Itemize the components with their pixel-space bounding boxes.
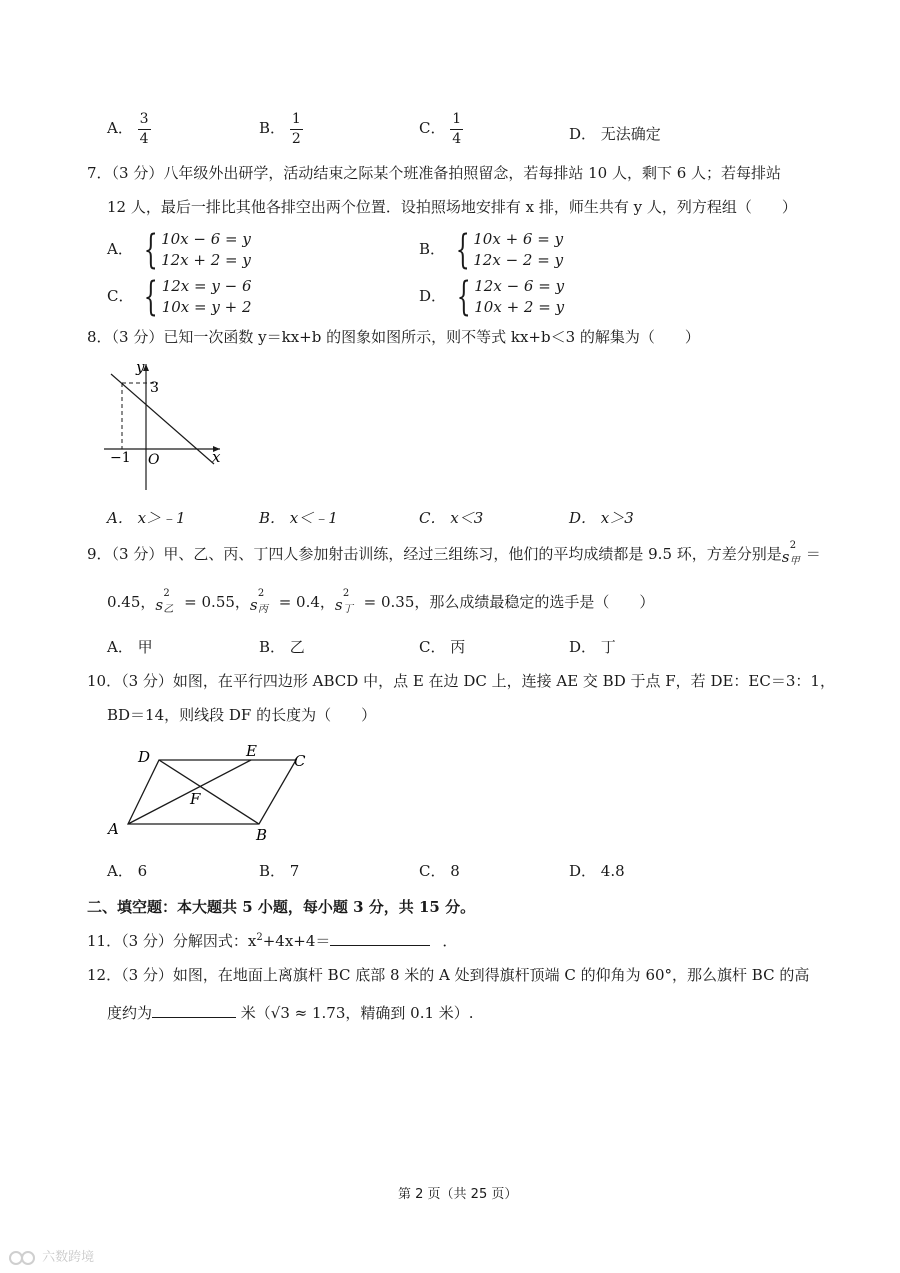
q12-stem-line2: 度约为 米（√3 ≈ 1.73，精确到 0.1 米）. bbox=[107, 1004, 474, 1022]
q9-option-d: D． 丁 bbox=[569, 638, 616, 656]
q6-option-b: B． $\frac{1}{2}$ bbox=[259, 111, 301, 147]
page-footer: 第 2 页（共 25 页） bbox=[398, 1187, 518, 1202]
point-d-label: D bbox=[138, 748, 151, 766]
q9-option-a: A． 甲 bbox=[107, 638, 153, 656]
q11-stem: 11．（3 分）分解因式：$x^2+4x+4=$ ． bbox=[87, 932, 458, 950]
q6-option-c: C． $\frac{1}{4}$ bbox=[419, 111, 462, 147]
q6-option-a: A． $\frac{3}{4}$ bbox=[107, 111, 149, 147]
fraction-1-4: $\frac{1}{4}$ bbox=[452, 111, 462, 147]
answer-blank bbox=[330, 931, 430, 946]
point-f-label: F bbox=[190, 790, 201, 808]
point-c-label: C bbox=[294, 752, 306, 770]
section-heading-fill-in: 二、填空题：本大题共 5 小题，每小题 3 分，共 15 分。 bbox=[87, 898, 476, 916]
q7-option-d: D． { 12x − 6 = y 10x + 2 = y bbox=[419, 274, 565, 320]
tick-label-neg1: −1 bbox=[110, 450, 131, 466]
x-label: x bbox=[212, 448, 221, 466]
point-e-label: E bbox=[246, 742, 257, 760]
tick-label-3: 3 bbox=[150, 380, 159, 396]
q10-stem-line1: 10．（3 分）如图，在平行四边形 ABCD 中，点 E 在边 DC 上，连接 AE 交 BD 于点 F，若 DE：EC＝3：1， bbox=[87, 672, 835, 690]
q10-parallelogram-figure bbox=[100, 738, 320, 846]
q7-option-c: C． { 12x = y − 6 10x = y + 2 bbox=[107, 274, 252, 320]
watermark: 六数跨境 bbox=[8, 1246, 94, 1267]
q9-stem-line2: 0.45， s 2 乙 = 0.55， s 2 丙 = 0.4， s 2 丁 = 0.35，那么成绩最稳定的选手是（ ） bbox=[107, 588, 655, 615]
y-label: y bbox=[136, 358, 145, 376]
q7-option-b: B． { 10x + 6 = y 12x − 2 = y bbox=[419, 227, 564, 273]
q10-option-b: B． 7 bbox=[259, 862, 300, 880]
q8-stem: 8．（3 分）已知一次函数 y＝kx+b 的图象如图所示，则不等式 kx+b＜3 的解集为（ ） bbox=[87, 328, 700, 346]
q10-option-d: D． 4.8 bbox=[569, 862, 625, 880]
q10-stem-line2: BD＝14，则线段 DF 的长度为（ ） bbox=[107, 706, 377, 724]
q9-stem-line1: 9．（3 分）甲、乙、丙、丁四人参加射击训练，经过三组练习，他们的平均成绩都是 9.5 环，方差分别是 s 2 甲 ＝ bbox=[87, 540, 821, 567]
origin-label: O bbox=[148, 452, 160, 468]
q7-stem-line1: 7．（3 分）八年级外出研学，活动结束之际某个班准备拍照留念，若每排站 10 人，剩下 6 人；若每排站 bbox=[87, 164, 782, 182]
q9-option-b: B． 乙 bbox=[259, 638, 305, 656]
q8-option-b: B． x＜﹣1 bbox=[259, 509, 338, 527]
q10-option-c: C． 8 bbox=[419, 862, 460, 880]
fraction-3-4: $\frac{3}{4}$ bbox=[139, 111, 149, 147]
parallelogram-abcd bbox=[128, 760, 296, 824]
q12-stem-line1: 12．（3 分）如图，在地面上离旗杆 BC 底部 8 米的 A 处到得旗杆顶端 C 的仰角为 60°，那么旗杆 BC 的高 bbox=[87, 966, 810, 984]
segment-bd bbox=[159, 760, 259, 824]
q6-option-d: D． 无法确定 bbox=[569, 125, 661, 143]
equation-system: { 12x = y − 6 10x = y + 2 bbox=[143, 274, 252, 320]
q8-option-c: C． x＜3 bbox=[419, 509, 484, 527]
equation-system: { 10x + 6 = y 12x − 2 = y bbox=[455, 227, 564, 273]
fraction-1-2: $\frac{1}{2}$ bbox=[291, 111, 301, 147]
q7-stem-line2: 12 人，最后一排比其他各排空出两个位置．设拍照场地安排有 x 排，师生共有 y 人，列方程组（ ） bbox=[107, 198, 797, 216]
q7-option-a: A． { 10x − 6 = y 12x + 2 = y bbox=[107, 227, 251, 273]
q9-option-c: C． 丙 bbox=[419, 638, 466, 656]
watermark-logo-icon bbox=[8, 1249, 38, 1267]
equation-system: { 12x − 6 = y 10x + 2 = y bbox=[456, 274, 565, 320]
q10-option-a: A． 6 bbox=[107, 862, 148, 880]
q8-linear-function-graph bbox=[100, 356, 230, 496]
q8-option-d: D． x＞3 bbox=[569, 509, 634, 527]
q8-option-a: A． x＞﹣1 bbox=[107, 509, 186, 527]
answer-blank bbox=[152, 1003, 236, 1018]
variance-symbol: s 2 甲 bbox=[781, 540, 800, 567]
equation-system: { 10x − 6 = y 12x + 2 = y bbox=[143, 227, 251, 273]
point-b-label: B bbox=[256, 826, 268, 844]
point-a-label: A bbox=[108, 820, 119, 838]
